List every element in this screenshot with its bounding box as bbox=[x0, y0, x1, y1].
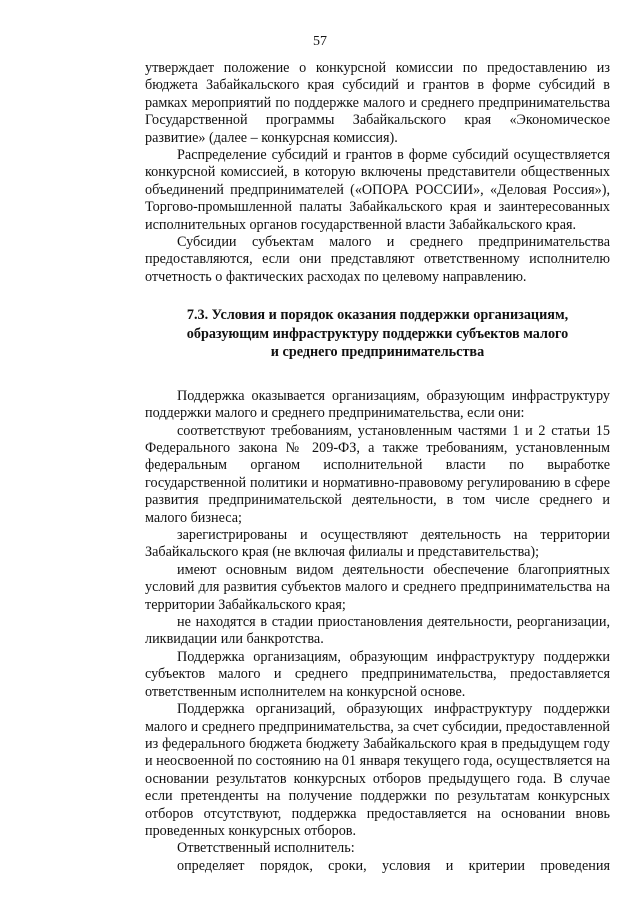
list-item-main-activity: имеют основным видом деятельности обеспечение благоприятных условий для развития субъектов малого и среднего предпринимательства на территории Забайкальского края; bbox=[145, 561, 610, 613]
page-number: 57 bbox=[313, 34, 327, 49]
section-heading bbox=[145, 306, 610, 362]
list-item-requirements: соответствуют требованиям, установленным частями 1 и 2 статьи 15 Федерального закона № 209-ФЗ, а также требованиям, установленным федеральным органом исполнительной власти по выработке государственной политики и нормативно-правовому регулированию в сфере развития предпринимательской деятельности, в том числе среднего и малого бизнеса; bbox=[145, 422, 610, 526]
paragraph-commission-regulation: утверждает положение о конкурсной комиссии по предоставлению из бюджета Забайкальского края субсидий и грантов в форме субсидий в рамках мероприятий по поддержке малого и среднего предпринимательства Государственной программы Забайкальского края «Экономическое развитие» (далее – конкурсная комиссия). bbox=[145, 60, 610, 146]
paragraph-subsidy-distribution: Распределение субсидий и грантов в форме субсидий осуществляется конкурсной комиссией, в которую включены представители общественных объединений предпринимателей («ОПОРА РОССИИ», «Деловая Россия»), Торгово-промышленной палаты Забайкальского края и заинтересованных исполнительных органов государственной власти Забайкальского края. bbox=[145, 147, 610, 233]
section-heading-line: образующим инфраструктуру поддержки субъектов малого bbox=[186, 325, 569, 342]
list-item-registration: зарегистрированы и осуществляют деятельность на территории Забайкальского края (не включая филиалы и представительства); bbox=[145, 527, 610, 561]
document-body bbox=[145, 60, 610, 875]
paragraph-determines-procedure: определяет порядок, сроки, условия и критерии проведения bbox=[177, 857, 610, 874]
paragraph-support-conditions: Поддержка оказывается организациям, образующим инфраструктуру поддержки малого и среднего предпринимательства, если они: bbox=[145, 387, 610, 422]
paragraph-federal-subsidy: Поддержка организаций, образующих инфраструктуру поддержки малого и среднего предпринимательства, за счет субсидии, предоставленной из федерального бюджета бюджету Забайкальского края в предыдущем году и неосвоенной по состоянию на 01 января текущего года, осуществляется на основании результатов конкурсных отборов предыдущего года. В случае если претенденты на получение поддержки по результатам конкурсных отборов отсутствуют, поддержка предоставляется на основании вновь проведенных конкурсных отборов. bbox=[145, 701, 610, 839]
list-item-not-suspended: не находятся в стадии приостановления деятельности, реорганизации, ликвидации или банкротства. bbox=[145, 614, 610, 648]
section-heading-line: 7.3. Условия и порядок оказания поддержки организациям, bbox=[186, 307, 569, 324]
paragraph-competitive-basis: Поддержка организациям, образующим инфраструктуру поддержки субъектов малого и среднего предпринимательства, предоставляется ответственным исполнителем на конкурсной основе. bbox=[145, 648, 610, 700]
section-heading-line: и среднего предпринимательства bbox=[270, 344, 485, 361]
paragraph-subsidy-reporting: Субсидии субъектам малого и среднего предпринимательства предоставляются, если они представляют ответственному исполнителю отчетность о фактических расходах по целевому направлению. bbox=[145, 234, 610, 285]
paragraph-responsible-executor: Ответственный исполнитель: bbox=[177, 840, 355, 857]
